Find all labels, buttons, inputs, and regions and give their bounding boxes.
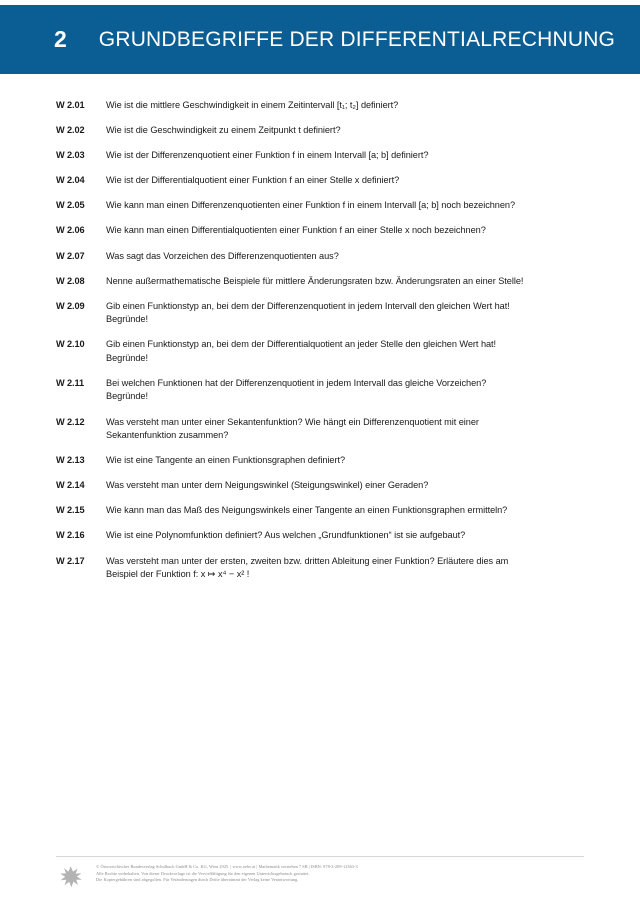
question-row <box>56 250 596 264</box>
question-text-line-1: Wie kann man einen Differentialquotienten einer Funktion f an einer Stelle x noch bezeichnen? <box>106 225 486 236</box>
question-row <box>56 479 596 493</box>
question-row <box>56 555 596 582</box>
question-text-line-2: Beispiel der Funktion f: x ↦ x⁴ − x² ! <box>106 569 250 579</box>
question-code: W 2.09 <box>56 300 85 311</box>
question-text-line-1: Wie kann man einen Differenzenquotienten einer Funktion f in einem Intervall [a; b] noch bezeichnen? <box>106 200 516 211</box>
question-text-line-1: Wie ist der Differentialquotient einer Funktion f an einer Stelle x definiert? <box>106 175 400 186</box>
question-row <box>56 275 596 289</box>
footer-copyright-text <box>96 864 596 884</box>
question-text <box>106 124 596 138</box>
question-text <box>106 377 596 404</box>
question-text <box>106 224 596 238</box>
footer-line-1: © Österreichischer Bundesverlag Schulbuch GmbH & Co. KG, Wien 2025. | www.oebv.at | Mathematik verstehen 7 SB | ISBN: 978-3-209-12363-3 <box>96 864 358 869</box>
chapter-number: 2 <box>54 26 67 52</box>
footer-line-3: Die Kopiergebühren sind abgegolten. Für Veränderungen durch Dritte übernimmt der Verlag keine Verantwortung. <box>96 877 299 883</box>
question-text-line-1: Gib einen Funktionstyp an, bei dem der Differentialquotient an jeder Stelle den gleichen Wert hat! <box>106 339 497 350</box>
question-code: W 2.10 <box>56 339 85 350</box>
question-text <box>106 250 596 264</box>
question-row <box>56 300 596 327</box>
question-text <box>106 454 596 468</box>
question-text-line-1: Wie ist die mittlere Geschwindigkeit in einem Zeitintervall [t₁; t₂] definiert? <box>106 100 399 110</box>
question-code: W 2.08 <box>56 275 85 286</box>
question-code: W 2.14 <box>56 480 85 491</box>
question-code: W 2.11 <box>56 377 84 388</box>
question-list <box>56 99 596 593</box>
question-code: W 2.12 <box>56 416 85 427</box>
question-code: W 2.04 <box>56 175 85 186</box>
question-text <box>106 479 596 493</box>
question-text <box>106 338 596 365</box>
question-text <box>106 275 596 289</box>
question-row <box>56 124 596 138</box>
question-code: W 2.06 <box>56 225 85 236</box>
question-text-line-1: Wie kann man das Maß des Neigungswinkels einer Tangente an einen Funktionsgraphen ermitteln? <box>106 505 508 516</box>
question-row <box>56 338 596 365</box>
question-code: W 2.01 <box>56 100 85 110</box>
question-row <box>56 224 596 238</box>
question-text <box>106 555 596 582</box>
question-row <box>56 377 596 404</box>
question-code: W 2.16 <box>56 530 85 541</box>
question-text-line-1: Wie ist eine Tangente an einen Funktionsgraphen definiert? <box>106 455 346 466</box>
question-row <box>56 174 596 188</box>
footer-line-2: Alle Rechte vorbehalten. Von dieser Druckvorlage ist die Vervielfältigung für den eigenen Unterrichtsgebrauch gestattet. <box>96 870 310 876</box>
question-text-line-1: Nenne außermathematische Beispiele für mittlere Änderungsraten bzw. Änderungsraten an einer Stelle! <box>106 275 524 286</box>
question-text-line-2: Sekantenfunktion zusammen? <box>106 430 229 441</box>
question-text <box>106 174 596 188</box>
question-row <box>56 529 596 543</box>
question-text <box>106 504 596 518</box>
question-code: W 2.13 <box>56 455 85 466</box>
question-text-line-1: Bei welchen Funktionen hat der Differenzenquotient in jedem Intervall das gleiche Vorzeichen? <box>106 377 487 388</box>
publisher-logo-icon <box>56 862 90 892</box>
question-code: W 2.02 <box>56 125 85 136</box>
question-row <box>56 199 596 213</box>
page-footer <box>56 856 596 892</box>
question-text-line-1: Wie ist die Geschwindigkeit zu einem Zeitpunkt t definiert? <box>106 125 341 136</box>
question-row <box>56 504 596 518</box>
question-text-line-1: Was versteht man unter dem Neigungswinkel (Steigungswinkel) einer Geraden? <box>106 480 429 491</box>
question-text-line-1: Wie ist der Differenzenquotient einer Funktion f in einem Intervall [a; b] definiert? <box>106 150 429 161</box>
question-code: W 2.05 <box>56 200 85 211</box>
question-text <box>106 416 596 443</box>
question-text <box>106 529 596 543</box>
question-text <box>106 99 596 113</box>
question-row <box>56 149 596 163</box>
question-text-line-2: Begründe! <box>106 314 148 325</box>
chapter-title: GRUNDBEGRIFFE DER DIFFERENTIALRECHNUNG <box>98 28 616 51</box>
question-text-line-1: Was versteht man unter der ersten, zweiten bzw. dritten Ableitung einer Funktion? Erläutere dies am <box>106 555 509 566</box>
question-text-line-1: Gib einen Funktionstyp an, bei dem der Differenzenquotient in jedem Intervall den gleichen Wert hat! <box>106 300 510 311</box>
question-code: W 2.07 <box>56 250 85 261</box>
question-text <box>106 199 596 213</box>
question-text <box>106 300 596 327</box>
question-row <box>56 99 596 113</box>
question-text <box>106 149 596 163</box>
question-text-line-1: Was versteht man unter einer Sekantenfunktion? Wie hängt ein Differenzenquotient mit einer <box>106 416 479 427</box>
question-row <box>56 454 596 468</box>
question-text-line-2: Begründe! <box>106 391 148 402</box>
question-code: W 2.15 <box>56 505 85 516</box>
question-text-line-1: Was sagt das Vorzeichen des Differenzenquotienten aus? <box>106 250 339 261</box>
question-text-line-1: Wie ist eine Polynomfunktion definiert? Aus welchen „Grundfunktionen“ ist sie aufgebaut? <box>106 530 466 541</box>
question-text-line-2: Begründe! <box>106 352 148 363</box>
question-code: W 2.17 <box>56 555 85 566</box>
question-code: W 2.03 <box>56 150 85 161</box>
question-row <box>56 416 596 443</box>
chapter-header <box>0 5 640 74</box>
